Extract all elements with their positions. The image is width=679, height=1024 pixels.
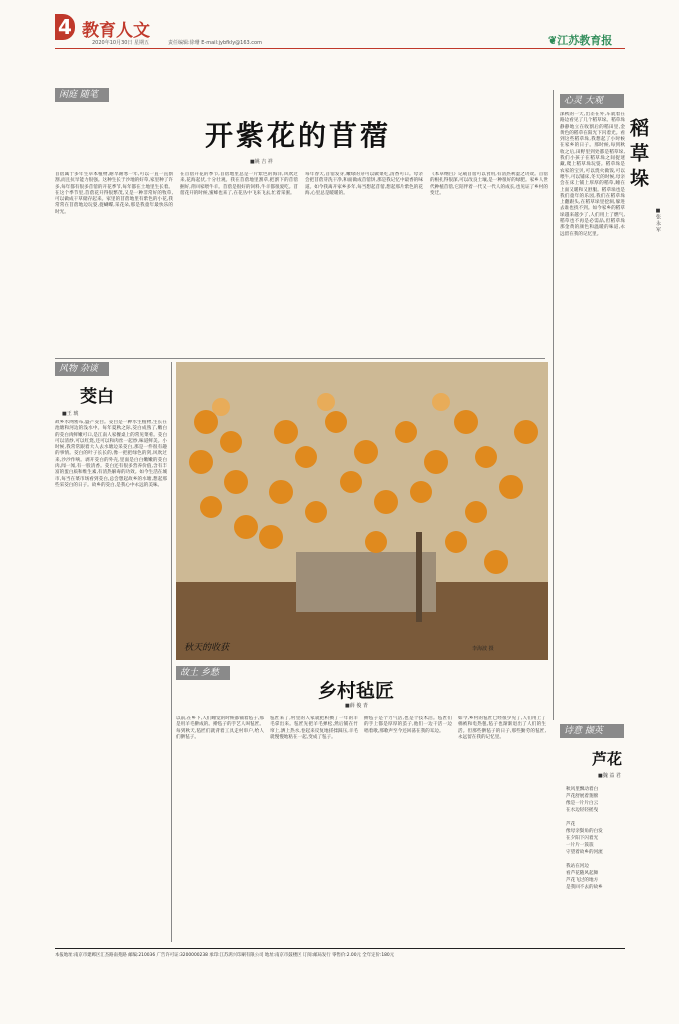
- essay-author: ■张 永 军: [655, 208, 661, 233]
- right-col-divider: [553, 90, 554, 720]
- brand-name: 江苏教育报: [557, 34, 613, 47]
- main-article-title: 开紫花的苜蓿: [205, 119, 392, 152]
- column-tag-food: 风物 杂谈: [55, 362, 109, 376]
- essay-body: [560, 112, 625, 712]
- craft-author: ■薛 俊 青: [345, 703, 368, 709]
- footer-rule: [55, 948, 625, 949]
- food-top-rule: [55, 358, 545, 359]
- leaf-icon: ❦: [548, 34, 558, 47]
- essay-title-block: [625, 118, 665, 298]
- editor-line: 责任编辑:徐珊 E-mail:jybfkly@163.com: [168, 40, 262, 46]
- column-tag-craft: 故土 乡愁: [176, 666, 230, 680]
- main-article-author: ■姚 吉 祥: [250, 159, 273, 165]
- poem-line: [566, 814, 626, 821]
- brand-logo: [548, 32, 612, 48]
- craft-col-1: 以前,在乡下,人们睡觉的时候都铺着毡子,那是用羊毛擀成的。擀毡子的手艺人叫毡匠。每到秋天,毡匠们就背着工具走村串户,给人们擀毡子。: [176, 716, 264, 740]
- poem-line: 在夕阳下闪着光: [566, 836, 599, 841]
- poem-line: 一片片一簇簇: [566, 843, 594, 848]
- food-divider: [171, 362, 172, 942]
- persimmon-drying-image: [176, 362, 548, 660]
- column-tag-poem: 诗意 撷英: [560, 724, 624, 738]
- page-header: [0, 0, 679, 60]
- food-title: 茭白: [80, 387, 114, 407]
- essay-title: 稻草垛: [627, 118, 649, 193]
- poem-line: 看芦花随风起舞: [566, 871, 599, 876]
- poem-line: 在水边轻轻摇曳: [566, 808, 599, 813]
- photo-caption: 秋天的收获: [184, 643, 230, 653]
- main-col-2: 在苜蓿开花的季节,苜蓿地里总是一片紫色的海洋,风吹过来,花海起伏,十分壮观。我在苜蓿地里割草,把割下的苜蓿捆好,背回家喂牛羊。苜蓿是很好的饲料,牛羊都很爱吃。苜蓿花开的时候,蜜蜂也来了,在花丛中飞来飞去,忙着采蜜。: [180, 172, 298, 196]
- persimmon-photo: [176, 362, 548, 660]
- poem-line: 像母亲鬓角的白发: [566, 829, 603, 834]
- main-col-4: 《本草纲目》记载苜蓿可以食用,有清热利湿之功效。苜蓿的根扎得很深,可以改良土壤,是一种很好的绿肥。家乡人世代种植苜蓿,它陪伴着一代又一代人的成长,也见证了乡村的变迁。: [430, 172, 548, 196]
- craft-col-2: 毡匠来了,村里的人家就把积攒了一年的羊毛拿出来。毡匠先把羊毛弹松,然后铺在竹帘上,洒上热水,卷起来反复地搓揉踩压,羊毛就慢慢地粘在一起,变成了毡子。: [270, 716, 358, 740]
- food-body: 故乡水网密布,盛产茭白。茭白是一种水生植物,生长在池塘和河边的浅水中。每年夏秋之际,茭白成熟了,嫩白的茭白肉鲜嫩可口,是江南人家餐桌上的常见菜肴。茭白可以清炒,可以红烧,还可以和肉丝一起炒,味道鲜美。小时候,我常常跟着大人去水塘边采茭白,那是一件很有趣的事情。茭白的叶子长长的,像一把把绿色的剑,风吹过来,沙沙作响。剥开茭白的外壳,里面是白白嫩嫩的茭白肉,闻一闻,有一股清香。茭白还有很多营养价值,含有丰富的蛋白质和维生素,有清热解毒的功效。如今生活在城市,每当在菜市场看到茭白,总会想起故乡的水塘,想起那些采茭白的日子。故乡的茭白,是我心中永远的美味。: [55, 420, 167, 488]
- column-tag-essay: 心灵 大观: [560, 94, 624, 108]
- craft-col-3: 擀毡子是个力气活,也是个技术活。毡匠们的手上都是厚厚的茧子,他们一边干活一边唱着歌,那歌声至今还回荡在我的耳边。: [364, 716, 452, 734]
- poem-line: 我站在河边: [566, 864, 589, 869]
- column-tag-main: 闲庭 随笔: [55, 88, 109, 102]
- poem-line: 像是一片片白云: [566, 801, 599, 806]
- essay-text: 深秋的一天,出差在外,车就着在路边看见了几个稻草垛。稻草垛静静地立在收割后的稻田里,金黄色的稻草在阳光下闪着光。看到这些稻草垛,我想起了小时候在家乡的日子。那时候,每到秋收之后,田野里到处都是稻草垛,我们小孩子在稻草垛之间捉迷藏,爬上稻草垛玩耍。稻草垛是农家的宝贝,可以烧火做饭,可以喂牛,可以铺床,冬天的时候,母亲会在床上铺上厚厚的稻草,睡在上面又暖和又舒服。稻草垛也是我们童年的乐园,我们在稻草垛上翻跟头,在稻草垛里挖洞,躲进去谁也找不到。如今家乡的稻草垛越来越少了,人们用上了燃气,稻草也不再是必需品,但稻草垛那金黄的颜色和温暖的味道,永远留在我的记忆里。: [560, 112, 625, 237]
- poem-title: 芦花: [592, 750, 623, 768]
- header-rule: [55, 48, 625, 49]
- poem-line: 芦花飞过的地方: [566, 878, 599, 883]
- section-title: 教育人文: [82, 21, 150, 41]
- issue-date: 2020年10月30日 星期五: [92, 40, 150, 46]
- poem-line: 是我回不去的故乡: [566, 885, 603, 890]
- main-col-3: 每年春天,苜蓿发芽,嫩绿的芽可以做菜吃,清香可口。母亲会把苜蓿芽洗干净,和面做成苜蓿饼,那是我记忆中最香的味道。如今我离开家乡多年,每当想起苜蓿,想起那片紫色的花海,心里总是暖暖的。: [305, 172, 423, 196]
- poem-lines: [566, 786, 626, 946]
- poem-line: 芦花舒展着翅膀: [566, 794, 599, 799]
- poem-line: 秋风里飘动着白: [566, 787, 599, 792]
- poem-author: ■魏 益 君: [598, 773, 621, 779]
- craft-col-4: 如今,乡村的毡匠已经很少见了,人们用上了棉被和电热毯,毡子也渐渐退出了人们的生活。但那些擀毡子的日子,那些勤劳的毡匠,永远留在我的记忆里。: [458, 716, 546, 740]
- poem-line: 芦花: [566, 822, 576, 827]
- poem-line: 守望着故乡的河流: [566, 850, 603, 855]
- craft-title: 乡村毡匠: [318, 680, 395, 702]
- food-author: ■王 琥: [62, 411, 79, 417]
- page-number: 4: [58, 15, 72, 39]
- poem-line: [566, 856, 626, 863]
- photo-credit: 李海波 摄: [472, 646, 494, 652]
- main-col-1: 苜蓿属于多年生草本植物,耐旱耐寒一年,可以一直一直割割,而且抗旱能力很强。这种生长于沙地的好草,家里种了许多,每年都有很多苜蓿的开花季节,每年都在土地里生长着。在这个季节里,苜蓿花开得很繁茂,又是一种非常好的牧草,可以做成干草储存起来。家里的苜蓿地里有紫色的小花,我常常在苜蓿地边玩耍,捉蝴蝶,采花朵,那是我童年最快乐的时光。: [55, 172, 173, 215]
- footer-text: 本报地址:南京市建邺区汇杰路南苑路 邮编:210036 广告许可证:3200000238 承印:江苏鸿兴印刷有限公司 地址:南京市鼓楼区 订阅:邮局发行 零售价:2.00元 全年定价:180元: [55, 953, 395, 958]
